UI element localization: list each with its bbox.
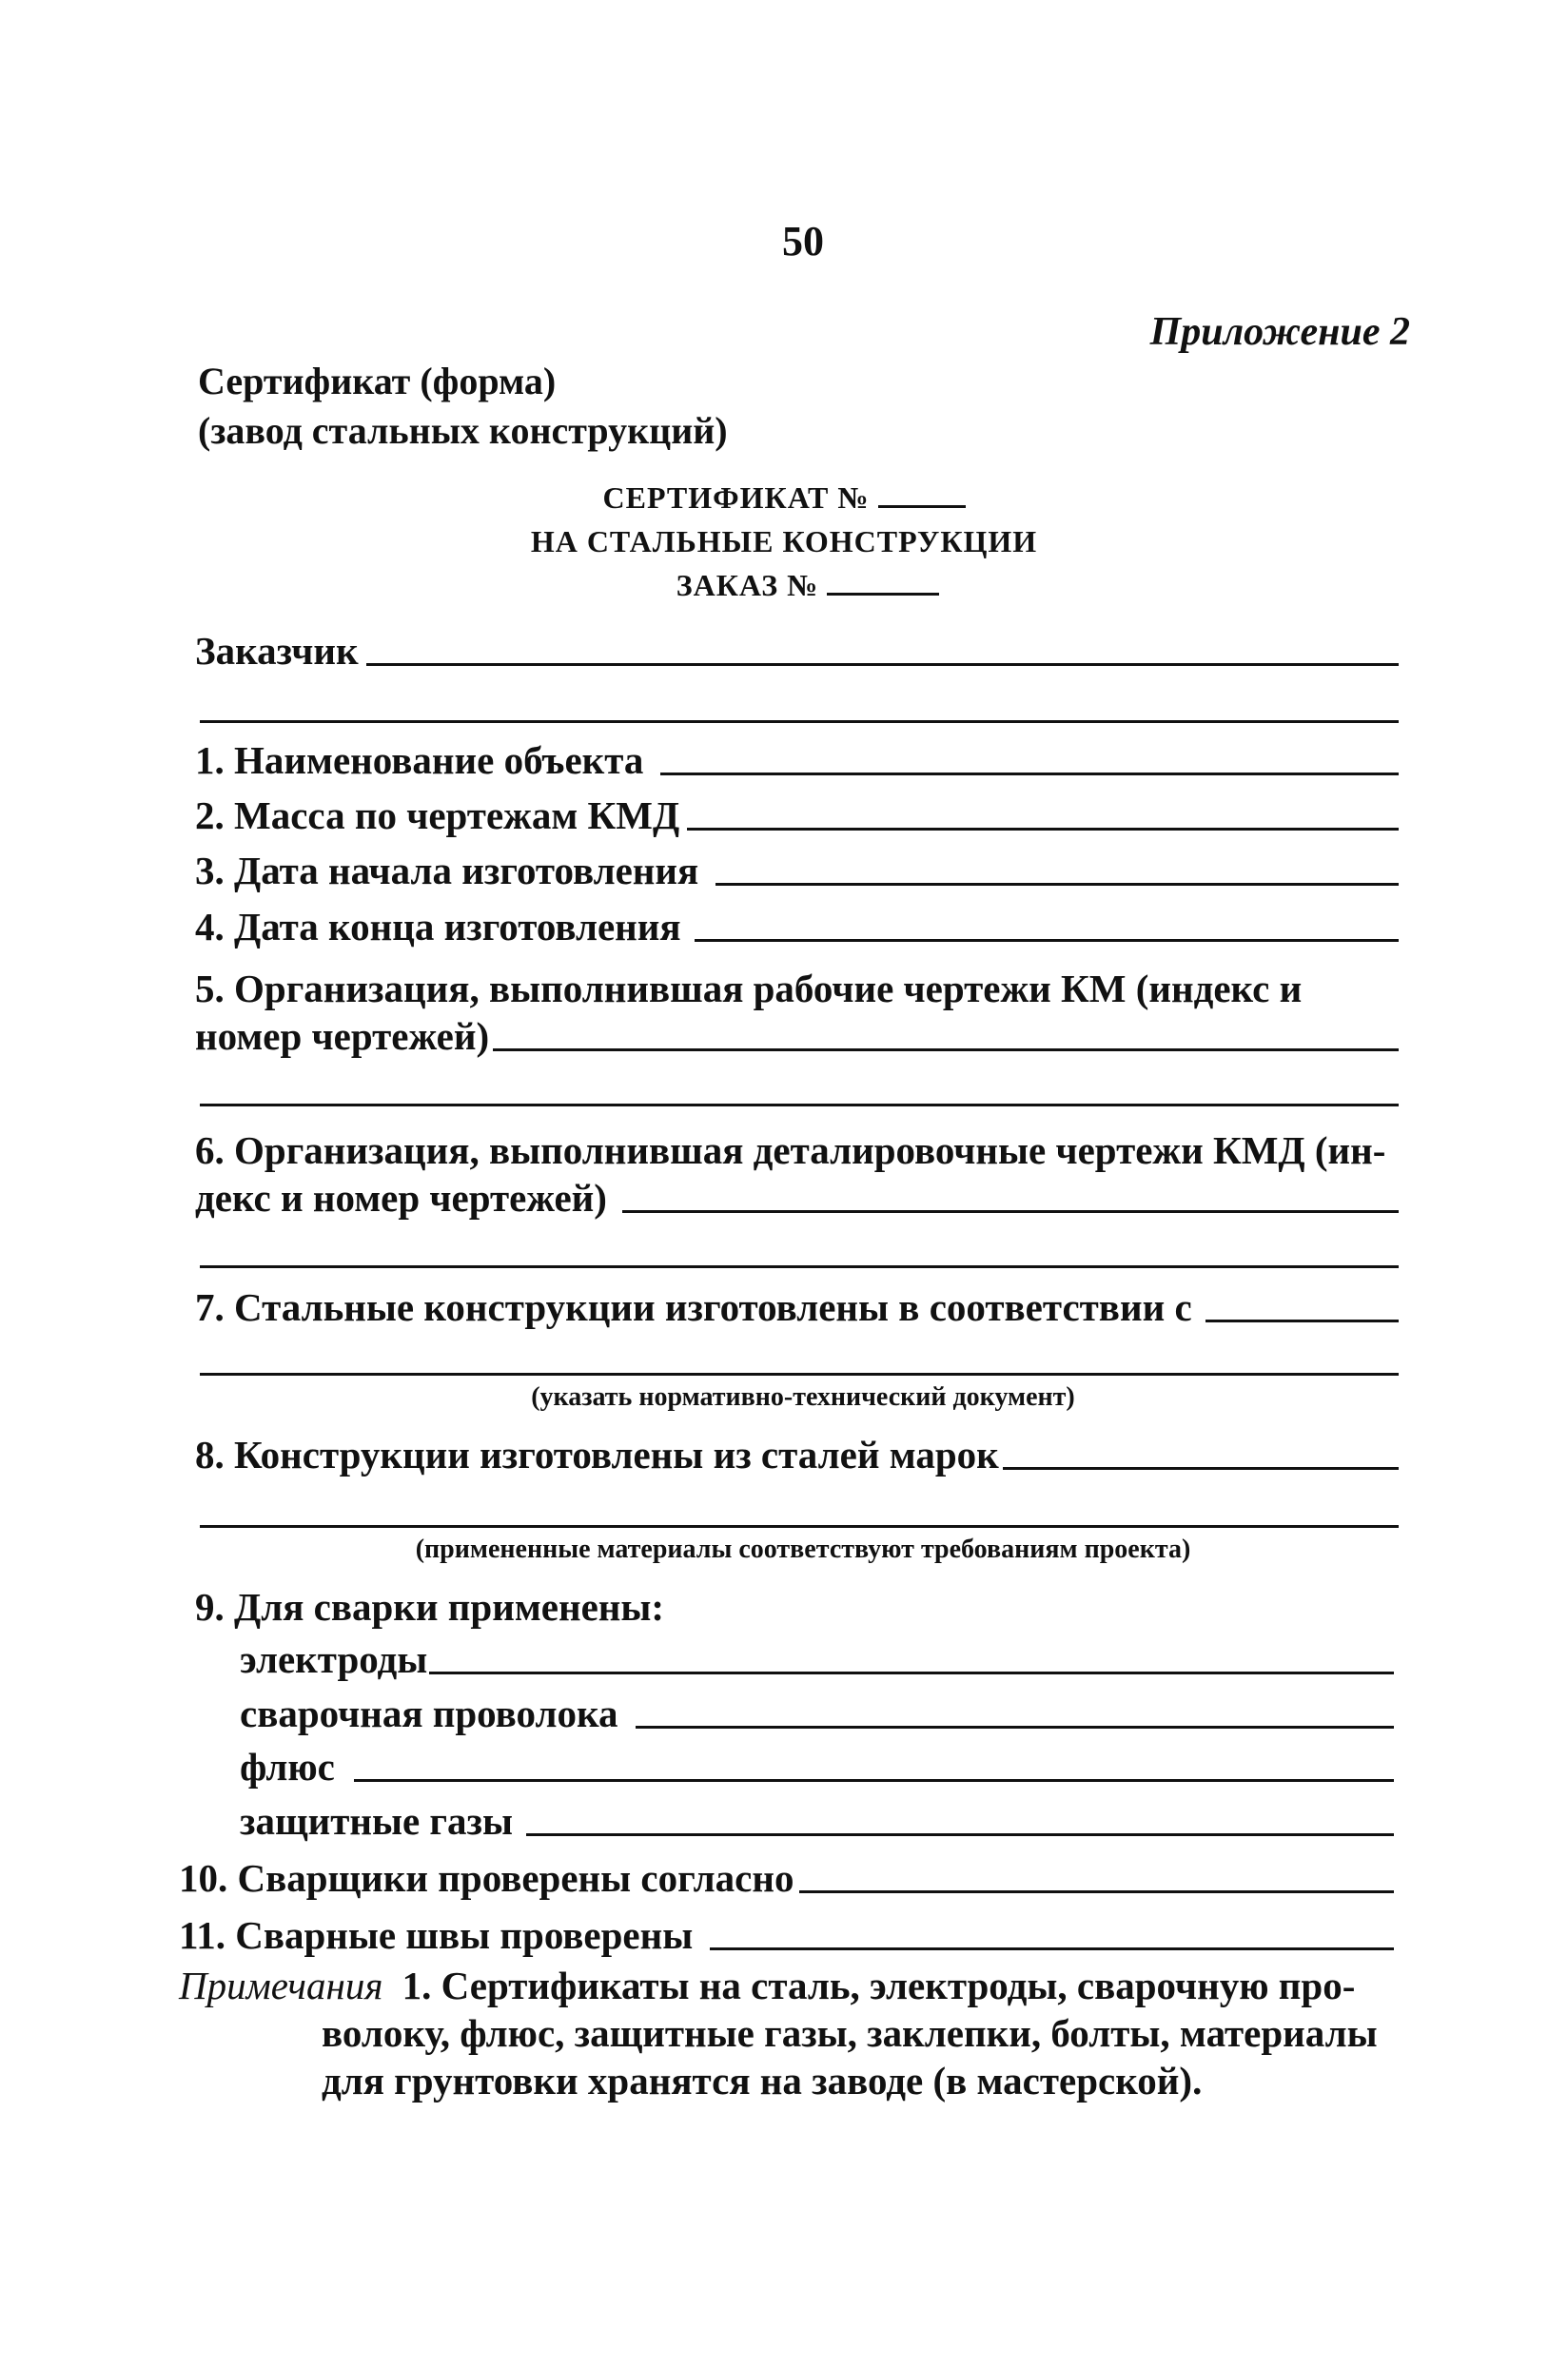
item-7-row: 7. Стальные конструкции изготовлены в соответствии с — [195, 1284, 1399, 1330]
object-name-field[interactable] — [660, 773, 1399, 775]
flux-row: флюс — [240, 1744, 1394, 1790]
electrodes-row: электроды — [240, 1636, 1394, 1682]
kmd-mass-field[interactable] — [687, 828, 1399, 831]
end-date-field[interactable] — [695, 939, 1399, 942]
kmd-organization-field[interactable] — [622, 1210, 1399, 1213]
electrodes-field[interactable] — [429, 1672, 1394, 1674]
item-2-row: 2. Масса по чертежам КМД — [195, 792, 1399, 838]
item-8-row: 8. Конструкции изготовлены из сталей марок — [195, 1432, 1399, 1477]
item-8-caption: (примененные материалы соответствуют требованиям проекта) — [415, 1535, 1191, 1564]
welders-check-field[interactable] — [799, 1890, 1394, 1893]
welds-check-field[interactable] — [710, 1947, 1394, 1950]
customer-label: Заказчик — [195, 629, 359, 673]
appendix-label: Приложение 2 — [1149, 310, 1410, 354]
kmd-organization-field-line2[interactable] — [200, 1265, 1399, 1268]
item-11-row: 11. Сварные швы проверены — [179, 1912, 1394, 1958]
certificate-number-blank[interactable] — [878, 505, 966, 508]
km-organization-field[interactable] — [493, 1048, 1399, 1051]
item-5-row: номер чертежей) — [195, 1013, 1399, 1059]
certificate-title-line2: НА СТАЛЬНЫЕ КОНСТРУКЦИИ — [530, 524, 1038, 558]
form-label — [198, 357, 728, 456]
item-10-row: 10. Сварщики проверены согласно — [179, 1855, 1394, 1901]
order-number-blank[interactable] — [827, 593, 939, 596]
welding-wire-row: сварочная проволока — [240, 1691, 1394, 1736]
steel-grades-field[interactable] — [1003, 1467, 1399, 1470]
standard-document-field-line2[interactable] — [200, 1373, 1399, 1376]
note-line2: волоку, флюс, защитные газы, заклепки, болты, материалы — [322, 2011, 1378, 2055]
item-9-heading: 9. Для сварки применены: — [195, 1585, 665, 1629]
item-6-row: декс и номер чертежей) — [195, 1175, 1399, 1221]
item-6-line1: 6. Организация, выполнившая деталировочные чертежи КМД (ин- — [195, 1128, 1386, 1172]
steel-grades-field-line2[interactable] — [200, 1525, 1399, 1528]
customer-field-line2[interactable] — [200, 720, 1399, 723]
km-organization-field-line2[interactable] — [200, 1104, 1399, 1106]
certificate-title-line3: ЗАКАЗ № — [0, 568, 1568, 603]
item-3-row: 3. Дата начала изготовления — [195, 848, 1399, 893]
note-label: Примечания — [179, 1964, 383, 2007]
note-line1: Примечания 1. Сертификаты на сталь, электроды, сварочную про- — [179, 1964, 1356, 2007]
certificate-title-line1: СЕРТИФИКАТ № — [0, 480, 1568, 516]
item-5-line1: 5. Организация, выполнившая рабочие чертежи КМ (индекс и — [195, 967, 1303, 1010]
note-line3: для грунтовки хранятся на заводе (в мастерской). — [322, 2059, 1203, 2103]
form-label-line1: Сертификат (форма) — [198, 360, 557, 402]
page-number: 50 — [782, 218, 824, 264]
item-1-row: 1. Наименование объекта — [195, 737, 1399, 783]
item-7-caption: (указать нормативно-технический документ) — [531, 1382, 1075, 1412]
customer-row — [195, 628, 1399, 674]
welding-wire-field[interactable] — [636, 1726, 1395, 1729]
form-label-line2: (завод стальных конструкций) — [198, 409, 728, 452]
start-date-field[interactable] — [715, 883, 1399, 886]
item-4-row: 4. Дата конца изготовления — [195, 904, 1399, 949]
customer-field[interactable] — [366, 663, 1399, 666]
shielding-gases-row: защитные газы — [240, 1798, 1394, 1844]
standard-document-field[interactable] — [1205, 1320, 1399, 1322]
flux-field[interactable] — [354, 1779, 1394, 1782]
shielding-gases-field[interactable] — [526, 1833, 1394, 1836]
